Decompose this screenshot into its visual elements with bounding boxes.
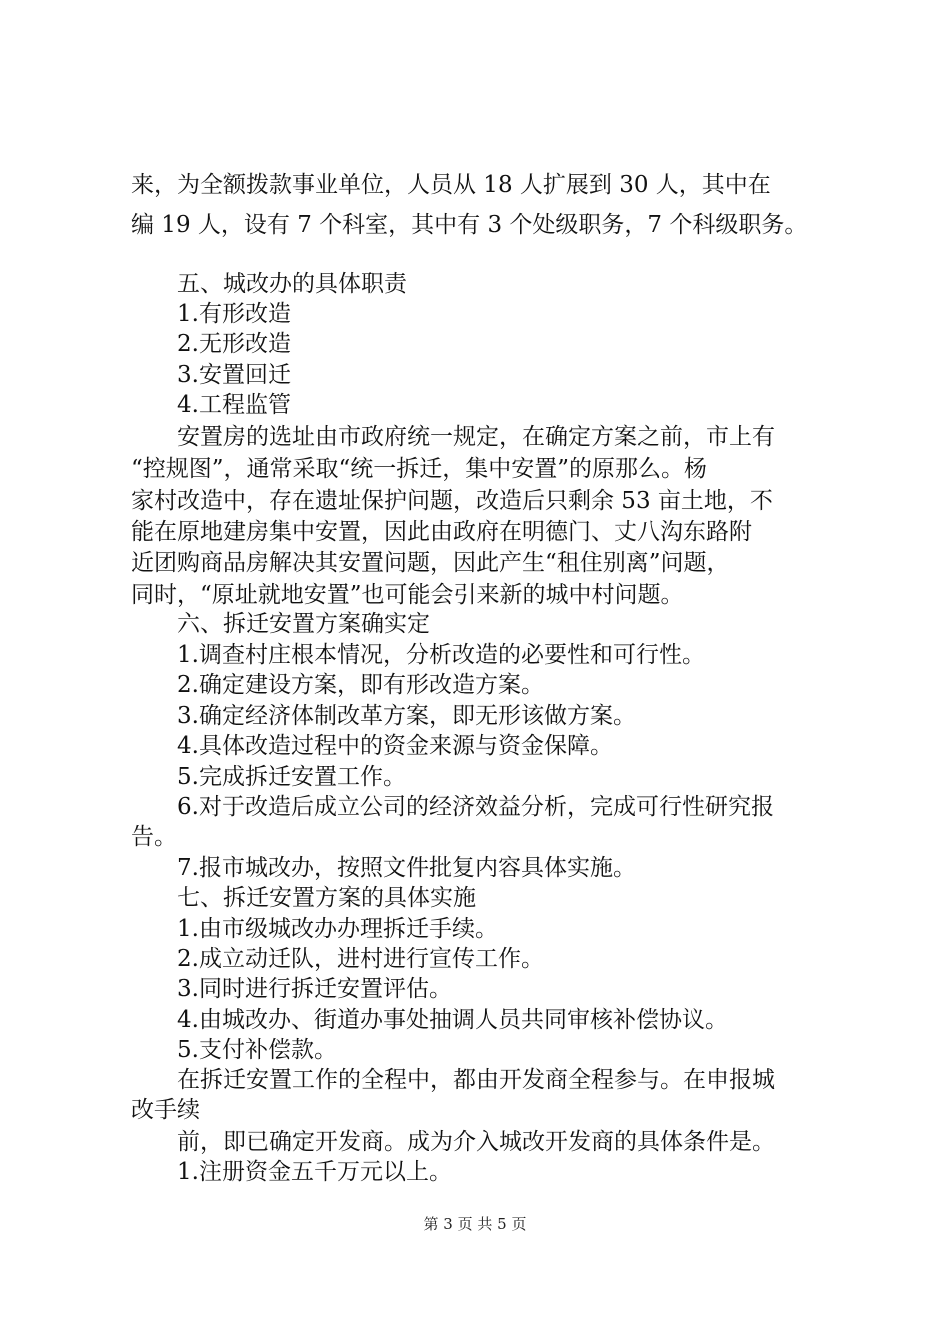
list-item: 4.具体改造过程中的资金来源与资金保障。 (177, 733, 613, 759)
section-heading: 六、拆迁安置方案确实定 (177, 611, 430, 637)
list-item-continuation: 告。 (131, 824, 177, 850)
list-item: 2.无形改造 (177, 331, 291, 357)
paragraph-line: 在拆迁安置工作的全程中，都由开发商全程参与。在申报城 (177, 1067, 775, 1093)
list-item: 2.成立动迁队，进村进行宣传工作。 (177, 946, 544, 972)
paragraph-line: “控规图”，通常采取“统一拆迁，集中安置”的原那么。杨 (131, 456, 708, 482)
list-item: 5.支付补偿款。 (177, 1037, 337, 1063)
list-item: 1.注册资金五千万元以上。 (177, 1159, 452, 1185)
list-item: 2.确定建设方案，即有形改造方案。 (177, 672, 544, 698)
list-item: 3.安置回迁 (177, 362, 291, 388)
list-item: 7.报市城改办，按照文件批复内容具体实施。 (177, 855, 636, 881)
paragraph-line: 改手续 (131, 1097, 200, 1123)
list-item: 3.确定经济体制改革方案，即无形该做方案。 (177, 703, 636, 729)
paragraph-line: 同时，“原址就地安置”也可能会引来新的城中村问题。 (131, 582, 684, 608)
list-item: 1.由市级城改办办理拆迁手续。 (177, 916, 498, 942)
paragraph-line: 前，即已确定开发商。成为介入城改开发商的具体条件是。 (177, 1129, 775, 1155)
list-item: 3.同时进行拆迁安置评估。 (177, 976, 452, 1002)
text-line: 来，为全额拨款事业单位，人员从 18 人扩展到 30 人，其中在 (131, 172, 771, 198)
list-item: 6.对于改造后成立公司的经济效益分析，完成可行性研究报 (177, 794, 774, 820)
list-item: 4.由城改办、街道办事处抽调人员共同审核补偿协议。 (177, 1007, 728, 1033)
paragraph-line: 安置房的选址由市政府统一规定，在确定方案之前，市上有 (177, 424, 775, 450)
page-footer: 第 3 页 共 5 页 (423, 1215, 527, 1233)
list-item: 1.有形改造 (177, 301, 291, 327)
text-line: 编 19 人，设有 7 个科室，其中有 3 个处级职务，7 个科级职务。 (131, 212, 808, 238)
paragraph-line: 近团购商品房解决其安置问题，因此产生“租住别离”问题， (131, 550, 730, 576)
paragraph-line: 家村改造中，存在遗址保护问题，改造后只剩余 53 亩土地，不 (131, 488, 773, 514)
list-item: 4.工程监管 (177, 392, 291, 418)
paragraph-line: 能在原地建房集中安置，因此由政府在明德门、丈八沟东路附 (131, 519, 752, 545)
list-item: 1.调查村庄根本情况，分析改造的必要性和可行性。 (177, 642, 705, 668)
list-item: 5.完成拆迁安置工作。 (177, 764, 406, 790)
section-heading: 五、城改办的具体职责 (177, 271, 407, 297)
section-heading: 七、拆迁安置方案的具体实施 (177, 885, 476, 911)
